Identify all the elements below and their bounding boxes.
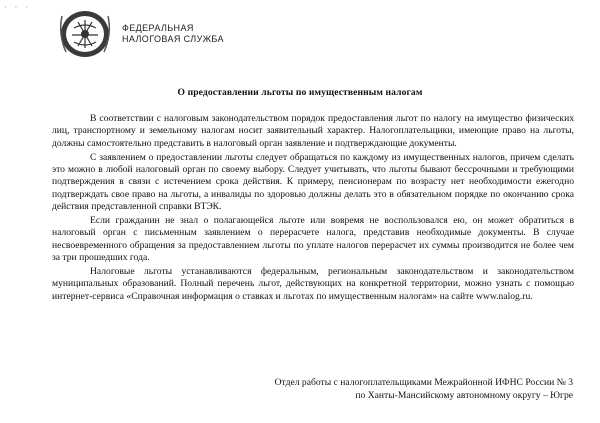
signature-line1: Отдел работы с налогоплательщиками Межрайонной ИФНС России № 3 [274, 377, 573, 388]
signature-block [275, 376, 573, 402]
paragraph: С заявлением о предоставлении льготы следует обращаться по каждому из имущественных налогов, причем сделать это можно в любой налоговый орган по своему выбору. Следует учитывать, что льготы бывают бессрочными и требующими подтверждения в связи с истечением срока действия. К примеру, пенсионерам по возрасту нет необходимости ежегодно подтверждать свое право на льготы, а инвалиды по здоровью должны делать это в обязательном порядке по окончанию срока действия представленной справки ВТЭК. [52, 151, 574, 213]
paragraph: В соответствии с налоговым законодательством порядок предоставления льгот по налогу на имущество физических лиц, транспортному и земельному налогам носит заявительный характер. Налогоплательщики, имеющие право на льготы, должны самостоятельно представить в налоговый орган заявление и подтверждающие документы. [52, 113, 574, 149]
org-name-line1: ФЕДЕРАЛЬНАЯ [122, 23, 194, 33]
paragraph: Если гражданин не знал о полагающейся льготе или вовремя не воспользовался ею, он может обратиться в налоговый орган с письменным заявлением о перерасчете налога, представив необходимые документы. В случае несвоевременного обращения за предоставлением льготы по уплате налогов перерасчет их суммы производится не более чем за три прошедших года. [52, 215, 574, 264]
document-title: О предоставлении льготы по имущественным налогам [177, 87, 423, 98]
paragraph: Налоговые льготы устанавливаются федеральным, региональным законодательством и законодательством муниципальных образований. Полный перечень льгот, действующих на конкретной территории, можно узнать с помощью интернет-сервиса «Справочная информация о ставках и льготах по имущественным налогам» на сайте www.nalog.ru. [52, 266, 574, 302]
letterhead [56, 8, 224, 60]
fns-emblem-icon [56, 8, 114, 60]
org-name-line2: НАЛОГОВАЯ СЛУЖБА [122, 34, 224, 44]
scan-artifact-dots: · · · [4, 3, 31, 12]
document-body [52, 113, 574, 303]
signature-line2: по Ханты-Мансийскому автономному округу – Югре [355, 390, 573, 401]
org-name [122, 23, 224, 45]
